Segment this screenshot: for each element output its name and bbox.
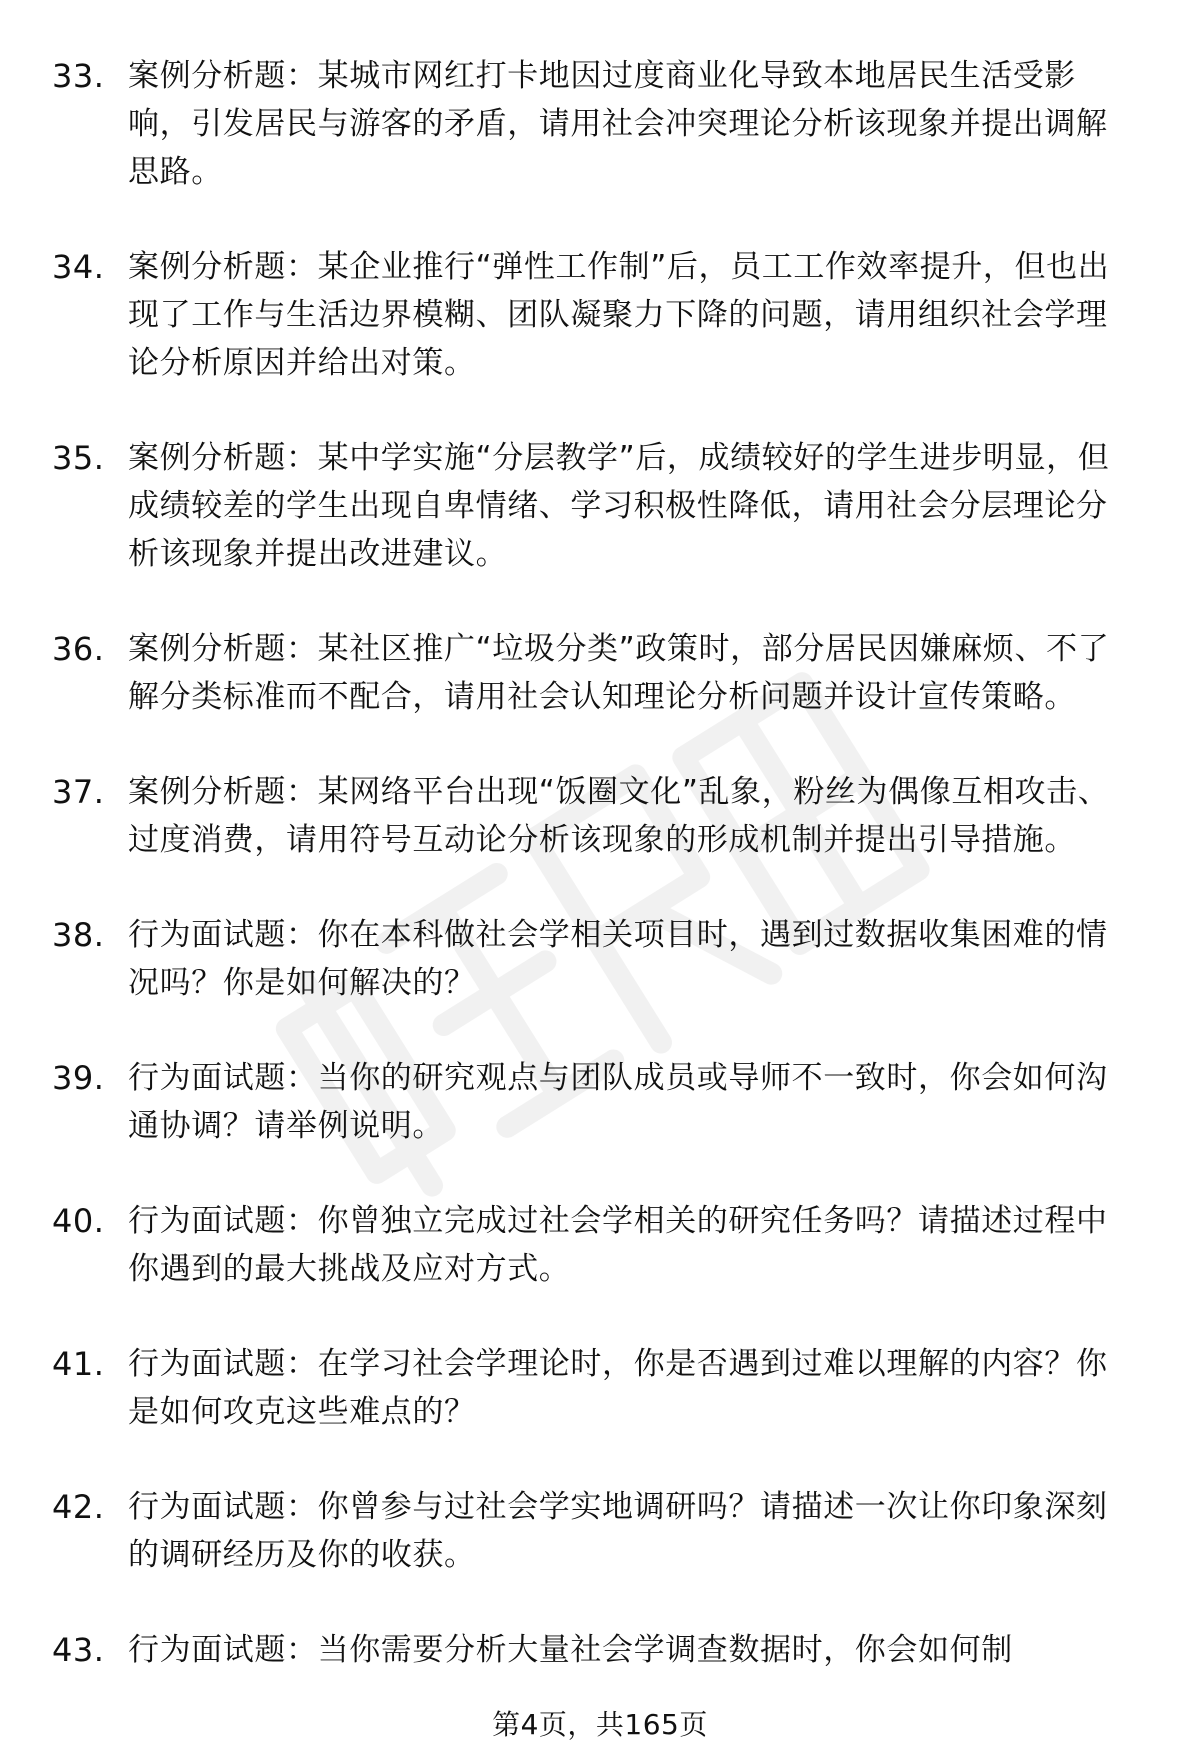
question-item-35 — [52, 434, 1152, 578]
question-number: 41. — [52, 1345, 105, 1383]
question-number: 40. — [52, 1202, 105, 1240]
question-number: 42. — [52, 1488, 105, 1526]
question-item-33 — [52, 52, 1152, 196]
question-number: 36. — [52, 630, 105, 668]
question-item-41 — [52, 1340, 1152, 1436]
question-item-39 — [52, 1054, 1152, 1150]
question-number: 37. — [52, 773, 105, 811]
question-text: 行为面试题：当你需要分析大量社会学调查数据时，你会如何制 — [128, 1632, 1013, 1668]
question-number: 38. — [52, 916, 105, 954]
question-item-36 — [52, 625, 1152, 721]
question-number: 35. — [52, 439, 105, 477]
question-text: 行为面试题：你曾独立完成过社会学相关的研究任务吗？请描述过程中你遇到的最大挑战及应对方式。 — [128, 1203, 1108, 1287]
question-text: 行为面试题：在学习社会学理论时，你是否遇到过难以理解的内容？你是如何攻克这些难点的？ — [128, 1346, 1108, 1430]
question-text: 行为面试题：你曾参与过社会学实地调研吗？请描述一次让你印象深刻的调研经历及你的收获。 — [128, 1489, 1108, 1573]
question-text: 行为面试题：你在本科做社会学相关项目时，遇到过数据收集困难的情况吗？你是如何解决的？ — [128, 917, 1108, 1001]
question-text: 案例分析题：某城市网红打卡地因过度商业化导致本地居民生活受影响，引发居民与游客的矛盾，请用社会冲突理论分析该现象并提出调解思路。 — [128, 58, 1108, 190]
question-item-40 — [52, 1197, 1152, 1293]
question-text: 案例分析题：某社区推广“垃圾分类”政策时，部分居民因嫌麻烦、不了解分类标准而不配合，请用社会认知理论分析问题并设计宣传策略。 — [128, 631, 1110, 715]
question-text: 案例分析题：某企业推行“弹性工作制”后，员工工作效率提升，但也出现了工作与生活边界模糊、团队凝聚力下降的问题，请用组织社会学理论分析原因并给出对策。 — [128, 249, 1110, 381]
question-text: 案例分析题：某中学实施“分层教学”后，成绩较好的学生进步明显，但成绩较差的学生出现自卑情绪、学习积极性降低，请用社会分层理论分析该现象并提出改进建议。 — [128, 440, 1110, 572]
question-item-37 — [52, 768, 1152, 864]
question-item-43 — [52, 1626, 1152, 1674]
question-item-42 — [52, 1483, 1152, 1579]
question-number: 34. — [52, 248, 105, 286]
question-list — [52, 52, 1152, 1721]
question-text: 案例分析题：某网络平台出现“饭圈文化”乱象，粉丝为偶像互相攻击、过度消费，请用符号互动论分析该现象的形成机制并提出引导措施。 — [128, 774, 1110, 858]
question-item-34 — [52, 243, 1152, 387]
question-item-38 — [52, 911, 1152, 1007]
question-number: 43. — [52, 1631, 105, 1669]
question-text: 行为面试题：当你的研究观点与团队成员或导师不一致时，你会如何沟通协调？请举例说明。 — [128, 1060, 1108, 1144]
page-footer: 第4页，共165页 — [492, 1708, 708, 1741]
question-number: 39. — [52, 1059, 105, 1097]
question-number: 33. — [52, 57, 105, 95]
